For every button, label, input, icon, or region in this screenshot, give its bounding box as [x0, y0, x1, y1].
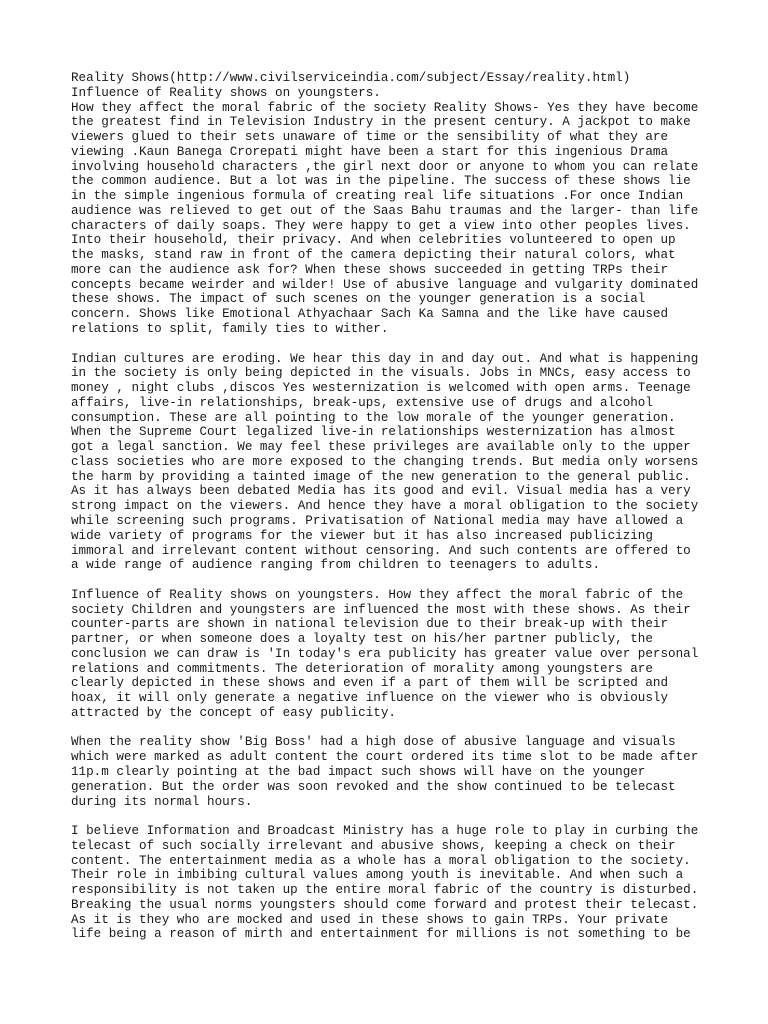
paragraph-3 [71, 588, 711, 721]
text-line: relations and commitments. The deterioration of morality among youngsters are [71, 661, 653, 676]
text-line: relations to split, family ties to wither. [71, 322, 389, 337]
document-title: Influence of Reality shows on youngsters. [71, 85, 381, 100]
text-line: As it has always been debated Media has its good and evil. Visual media has a very [71, 484, 691, 499]
document-page [71, 71, 711, 942]
text-line: more can the audience ask for? When these shows succeeded in getting TRPs their [71, 262, 669, 277]
text-line: content. The entertainment media as a whole has a moral obligation to the society. [71, 853, 691, 868]
text-line: Indian cultures are eroding. We hear this day in and day out. And what is happening [71, 351, 699, 366]
text-line: When the Supreme Court legalized live-in relationships westernization has almost [71, 425, 676, 440]
text-line: in the simple ingenious formula of creating real life situations .For once Indian [71, 189, 684, 204]
text-line: 11p.m clearly pointing at the bad impact such shows will have on the younger [71, 764, 646, 779]
text-line: strong impact on the viewers. And hence they have a moral obligation to the society [71, 499, 699, 514]
text-line: these shows. The impact of such scenes on the younger generation is a social [71, 292, 646, 307]
text-line: counter-parts are shown in national television due to their break-up with their [71, 617, 669, 632]
text-line: life being a reason of mirth and entertainment for millions is not something to be [71, 927, 691, 942]
text-line: telecast of such socially irrelevant and abusive shows, keeping a check on their [71, 838, 676, 853]
text-line: got a legal sanction. We may feel these privileges are available only to the upper [71, 440, 691, 455]
text-line: class societies who are more exposed to the changing trends. But media only worsens [71, 454, 699, 469]
paragraph-spacer [71, 721, 711, 736]
text-line: involving household characters ,the girl next door or anyone to whom you can relate [71, 159, 699, 174]
text-line: the harm by providing a tainted image of the new generation to the general public. [71, 469, 691, 484]
paragraph-5 [71, 824, 711, 942]
text-line: immoral and irrelevant content without censoring. And such contents are offered to [71, 543, 691, 558]
text-line: viewers glued to their sets unaware of time or the sensibility of what they are [71, 130, 669, 145]
text-line: affairs, live-in relationships, break-ups, extensive use of drugs and alcohol [71, 395, 653, 410]
text-line: Their role in imbibing cultural values among youth is inevitable. And when such a [71, 868, 684, 883]
text-line: viewing .Kaun Banega Crorepati might have been a start for this ingenious Drama [71, 144, 669, 159]
paragraph-4 [71, 735, 711, 809]
text-line: which were marked as adult content the court ordered its time slot to be made after [71, 750, 699, 765]
text-line: a wide range of audience ranging from children to teenagers to adults. [71, 558, 601, 573]
text-line: hoax, it will only generate a negative influence on the viewer who is obviously [71, 691, 669, 706]
text-line: Breaking the usual norms youngsters should come forward and protest their telecast. [71, 897, 699, 912]
text-line: conclusion we can draw is 'In today's era publicity has greater value over personal [71, 646, 699, 661]
text-line: responsibility is not taken up the entire moral fabric of the country is disturbed. [71, 883, 699, 898]
text-line: characters of daily soaps. They were happy to get a view into other peoples lives. [71, 218, 691, 233]
text-line: audience was relieved to get out of the Saas Bahu traumas and the larger- than life [71, 203, 699, 218]
text-line: the masks, stand raw in front of the camera depicting their natural colors, what [71, 248, 676, 263]
text-line: generation. But the order was soon revoked and the show continued to be telecast [71, 779, 676, 794]
document-header [71, 71, 711, 101]
paragraph-spacer [71, 337, 711, 352]
text-line: society Children and youngsters are influenced the most with these shows. As their [71, 602, 691, 617]
text-line: during its normal hours. [71, 794, 253, 809]
text-line: consumption. These are all pointing to the low morale of the younger generation. [71, 410, 676, 425]
text-line: attracted by the concept of easy publicity. [71, 705, 396, 720]
text-line: clearly depicted in these shows and even if a part of them will be scripted and [71, 676, 669, 691]
text-line: When the reality show 'Big Boss' had a high dose of abusive language and visuals [71, 735, 676, 750]
text-line: Influence of Reality shows on youngsters. How they affect the moral fabric of the [71, 587, 684, 602]
text-line: the greatest find in Television Industry in the present century. A jackpot to make [71, 115, 691, 130]
text-line: concepts became weirder and wilder! Use of abusive language and vulgarity dominated [71, 277, 699, 292]
source-line: Reality Shows(http://www.civilserviceindia.com/subject/Essay/reality.html) [71, 71, 631, 85]
text-line: How they affect the moral fabric of the society Reality Shows- Yes they have become [71, 100, 699, 115]
paragraph-2 [71, 352, 711, 573]
paragraph-1 [71, 101, 711, 337]
text-line: Into their household, their privacy. And when celebrities volunteered to open up [71, 233, 676, 248]
text-line: in the society is only being depicted in the visuals. Jobs in MNCs, easy access to [71, 366, 691, 381]
text-line: while screening such programs. Privatisation of National media may have allowed a [71, 513, 684, 528]
text-line: partner, or when someone does a loyalty test on his/her partner publicly, the [71, 632, 653, 647]
paragraph-spacer [71, 573, 711, 588]
text-line: money , night clubs ,discos Yes westernization is welcomed with open arms. Teenage [71, 381, 691, 396]
text-line: concern. Shows like Emotional Athyachaar Sach Ka Samna and the like have caused [71, 307, 669, 322]
text-line: As it is they who are mocked and used in these shows to gain TRPs. Your private [71, 912, 669, 927]
text-line: wide variety of programs for the viewer but it has also increased publicizing [71, 528, 653, 543]
paragraph-spacer [71, 809, 711, 824]
text-line: I believe Information and Broadcast Ministry has a huge role to play in curbing the [71, 824, 699, 839]
text-line: the common audience. But a lot was in the pipeline. The success of these shows lie [71, 174, 691, 189]
